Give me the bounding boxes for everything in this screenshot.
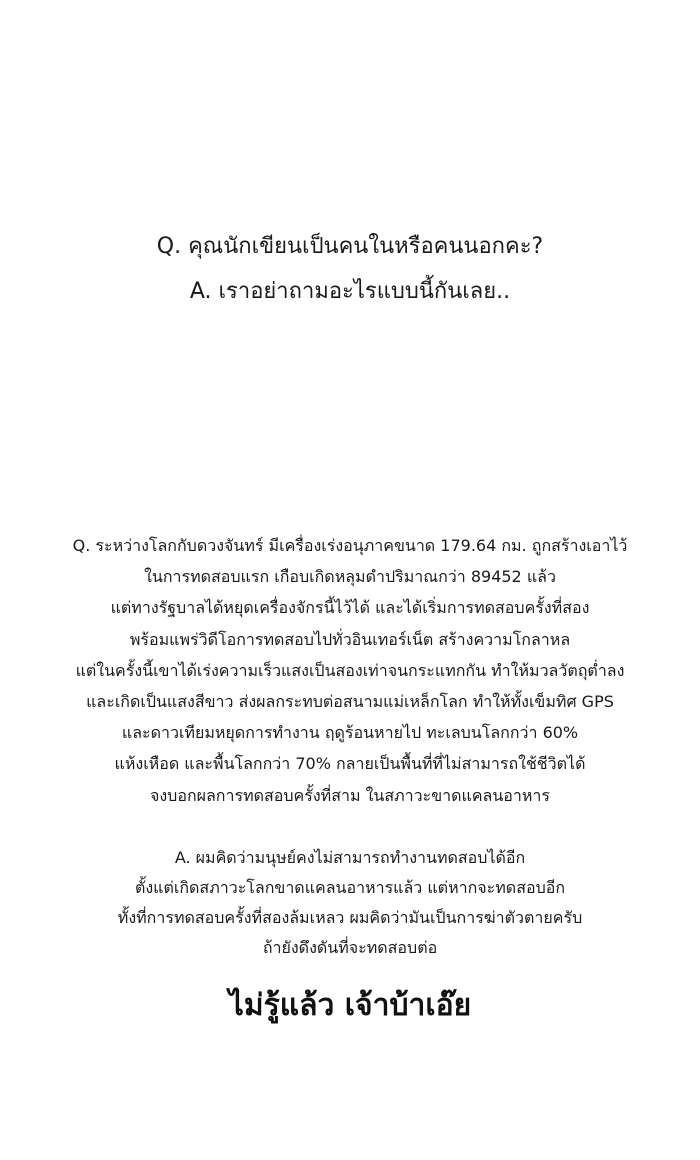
question-line: แต่ทางรัฐบาลได้หยุดเครื่องจักรนี้ไว้ได้ และได้เริ่มการทดสอบครั้งที่สอง bbox=[110, 598, 590, 618]
question-line: พร้อมแพร่วิดีโอการทดสอบไปทั่วอินเทอร์เน็ต สร้างความโกลาหล bbox=[129, 629, 571, 649]
question-line: แห้งเหือด และพื้นโลกกว่า 70% กลายเป็นพื้นที่ที่ไม่สามารถใช้ชีวิตได้ bbox=[114, 754, 586, 774]
intro-question: Q. คุณนักเขียนเป็นคนในหรือคนนอกคะ? bbox=[156, 234, 544, 259]
answer-line: ทั้งที่การทดสอบครั้งที่สองล้มเหลว ผมคิดว่ามันเป็นการฆ่าตัวตายครับ bbox=[117, 908, 583, 927]
question-line: จงบอกผลการทดสอบครั้งที่สาม ในสภาวะขาดแคลนอาหาร bbox=[149, 785, 550, 805]
answer-paragraph bbox=[0, 843, 700, 963]
answer-line: ถ้ายังดึงดันที่จะทดสอบต่อ bbox=[262, 938, 438, 957]
intro-answer: A. เราอย่าถามอะไรแบบนี้กันเลย.. bbox=[189, 279, 511, 304]
question-line: และเกิดเป็นแสงสีขาว ส่งผลกระทบต่อสนามแม่เหล็กโลก ทำให้ทั้งเข็มทิศ GPS bbox=[86, 692, 614, 712]
question-paragraph bbox=[0, 530, 700, 811]
closing-text: ไม่รู้แล้ว เจ้าบ้าเอ๊ย bbox=[228, 988, 472, 1023]
answer-line: ตั้งแต่เกิดสภาวะโลกขาดแคลนอาหารแล้ว แต่หากจะทดสอบอีก bbox=[134, 878, 566, 897]
question-line: แต่ในครั้งนี้เขาได้เร่งความเร็วแสงเป็นสองเท่าจนกระแทกกัน ทำให้มวลวัตถุต่ำลง bbox=[75, 660, 625, 680]
question-line: ในการทดสอบแรก เกือบเกิดหลุมดำปริมาณกว่า 89452 แล้ว bbox=[144, 567, 556, 587]
closing-remark bbox=[0, 982, 700, 1030]
answer-line: A. ผมคิดว่ามนุษย์คงไม่สามารถทำงานทดสอบได้อีก bbox=[174, 848, 526, 867]
question-line: และดาวเทียมหยุดการทำงาน ฤดูร้อนหายไป ทะเลบนโลกกว่า 60% bbox=[121, 723, 579, 743]
question-line: Q. ระหว่างโลกกับดวงจันทร์ มีเครื่องเร่งอนุภาคขนาด 179.64 กม. ถูกสร้างเอาไว้ bbox=[72, 536, 628, 555]
intro-qa bbox=[0, 224, 700, 314]
